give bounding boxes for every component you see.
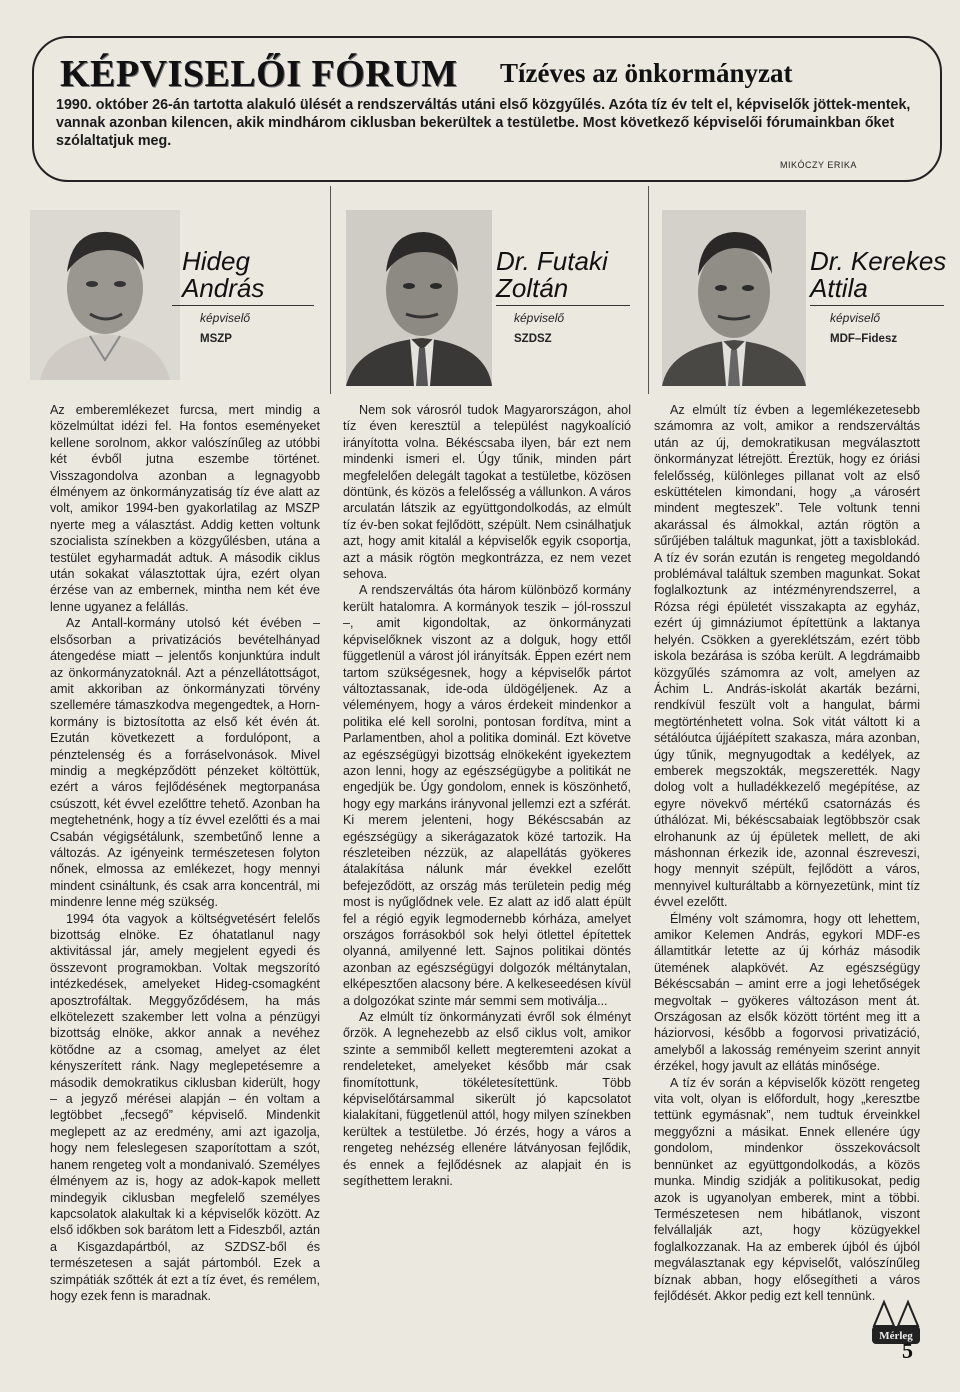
person-party: SZDSZ [514, 333, 552, 345]
person-name: Dr. Futaki Zoltán [496, 246, 608, 303]
paragraph: Az emberemlékezet furcsa, mert mindig a közelmúltat idézi fel. Ha fontos eseményeket kellene sorolnom, akkor valószínűleg az utóbbi két évből jutna eszembe történet. Visszagondolva azonban a legnagyobb élményem az önkormányzatiság tíz éve alatt az volt, amikor 1994-ben gyakorlatilag az MSZP nyerte meg a választást. Addig ketten voltunk szocialista színekben a közgyűlésben, utána a testület egyharmadát adtuk. A második ciklus után sokakat választottak újra, ezért olyan érzése van az embernek, mintha nem két éve lenne ugyanez a felállás. [50, 403, 320, 614]
paragraph: Az elmúlt tíz önkormányzati évről sok élményt őrzök. A legnehezebb az első ciklus volt, amikor szinte a semmiből kellett megteremteni azokat a rendeleteket, amelyeket később már csak finomítottunk, tökéletesítettünk. Több képviselőtársammal sikerült jó kapcsolatot kialakítani, függetlenül attól, hogy milyen színekben kerültek a testületbe. Jó érzés, hogy a város a rengeteg nehézség ellenére látványosan fejlődik, és ennek a fejlődésnek az alapjait én is segíthettem lerakni. [343, 1010, 631, 1189]
author-byline: MIKÓCZY ERIKA [780, 160, 857, 170]
person-role: képviselő [200, 311, 251, 325]
name-rule [810, 305, 944, 306]
paragraph: Az elmúlt tíz évben a legemlékezetesebb számomra az volt, amikor a rendszerváltás után az új, demokratikusan megválasztott önkormányzat létrejött. Éreztük, hogy ez óriási felelősség, különleges pillanat volt az első esküttételen kimondani, hogy „a városért mindent megteszek”. Tele voltunk tenni akarással és álmokkal, aztán rögtön a sűrűjében találtuk magunkat, jött a taxisblokád. A tíz év során ezután is rengeteg megoldandó problémával találtuk szemben magunkat. Sokat foglalkoztunk az intézményrendszerrel, a Rózsa régi épületét visszakapta az egyház, ezért új gimnáziumot építettünk a laktanya helyén. Csökken a gyereklétszám, ezért több iskola bezárása is szóba került. A legdrámaibb közgyűlés számomra az volt, amelyen az Áchim L. András-iskolát akarták bezárni, rendkívül feszült volt a hangulat, bármi megtörténhetett volna. Sok vitát váltott ki a sétálóutca újjáépített szakasza, mára azonban, úgy tűnik, megnyugodtak a kedélyek, az emberek megszokták, megszerették. Nagy dolog volt a hulladékkezelő megépítése, az egyre növekvő mértékű csatornázás és úthálózat. Mi, békéscsabaiak legtöbbször csak elrohanunk az új épületek mellett, de aki máshonnan érkezik ide, azonnal észreveszi, hogy mennyit szépült, fejlődött a város, mennyivel kulturáltabb a környezetünk, mint tíz évvel ezelőtt. [654, 403, 920, 910]
person-party: MDF–Fidesz [830, 333, 898, 345]
column-divider [648, 186, 649, 394]
masthead: KÉPVISELŐI FÓRUM [60, 53, 458, 95]
person-role: képviselő [830, 311, 881, 325]
headline: Tízéves az önkormányzat [500, 58, 793, 88]
paragraph: A tíz év során a képviselők között rengeteg vita volt, olyan is előfordult, hogy „keresztbe tettünk egymásnak”, nem tudtuk érveinkkel meggyőzni a másikat. Ennek ellenére úgy gondolom, mindenkor összekovácsolt bennünket az együttgondolkodás, a közös munka. Mindig szidják a politikusokat, pedig azok is ugyanolyan emberek, mint a többi. Természetesen nem hibátlanok, viszont felvállalják azt, hogy közügyekkel foglalkozzanak. Ha az emberek újból és újból megválasztanak egy képviselőt, valószínűleg bíznak abban, hogy elősegítheti a város fejlődését. Akkor pedig ezt kell tennünk. [654, 1075, 920, 1303]
paragraph: Az Antall-kormány utolsó két évében – elsősorban a privatizációs bevételhányad átengedése miatt – jelentős konjunktúra indult az önkormányzatoknál. Azt a pénzellátottságot, amit akkoriban az önkormányzati törvény szellemére támaszkodva megengedtek, a Horn-kormány is biztosította az első két évén át. Ezután következett a fordulópont, a pénztelenség és a forráselvonások. Mivel mindig a megképződött pénzeket költöttük, ezért a város fejlődésének megtorpanása csúszott, két évvel ezelőttre tehető. Azonban ha megtehetnénk, hogy a tíz évvel ezelőtti és a mai Csabán végigsétálunk, szembetűnő lenne a változás. Az igényeink természetesen folyton nőnek, elmossa az emlékezet, hogy mennyi mindent csináltunk, és csak arra koncentrál, mi mindenre lenne még szükség. [50, 616, 320, 910]
intro-text: 1990. október 26-án tartotta alakuló ülését a rendszerváltás utáni első közgyűlés. Azóta tíz év telt el, képviselők jöttek-mentek, vannak azonban kilencen, akik mindhárom ciklusban bekerültek a testületbe. Most következő képviselői fórumainkban őket szólaltatjuk meg. [56, 97, 911, 149]
page-number: 5 [902, 1338, 913, 1363]
portrait-photo [30, 210, 180, 380]
portrait-photo [662, 210, 806, 386]
paragraph: Élmény volt számomra, hogy ott lehettem, amikor Kelemen András, egykori MDF-es államtitkár letette az új kórház második ütemének alapkövét. Az egészségügy Békéscsabán – amint erre a jogi lehetőségek megvoltak – gyökeres változáson ment át. Országosan az elsők között történt meg itt a háziorvosi, később a fogorvosi privatizáció, amelyből a lakosság reményeim szerint annyit érzékel, hogy javult az ellátás minősége. [654, 911, 920, 1074]
article-column-2 [343, 402, 631, 1190]
article-column-1 [50, 402, 320, 1304]
paragraph: A rendszerváltás óta három különböző kormány került hatalomra. A kormányok teszik – jól-rosszul –, amit kigondoltak, az önkormányzati képviselőknek viszont az a dolguk, hogy ettől függetlenül a várost jól irányítsák. Éppen ezért nem tartom szükségesnek, hogy a képviselők pártot változtassanak, ide-oda üldögéljenek. Az a véleményem, hogy a város érdekeit mindenkor a politika elé kell sorolni, pontosan fordítva, mint a Parlamentben, ahol a politika dominál. Ezt követve az egészségügyi bizottság elnökeként igyekeztem azon lenni, hogy az egészségügybe a politikát ne engedjük be. Úgy gondolom, ennek is köszönhető, hogy egy markáns irányvonal jellemzi ezt a szférát. Ki merem jelenteni, hogy Békéscsabán az egészségügy a sikerágazatok közé tartozik. Ha részleteiben nézzük, az alapellátás gyökeres átalakítása nálunk már évekkel ezelőtt befejeződött, az ország más területein pedig még most is nyűglődnek vele. Ez alatt az idő alatt épült fel a régió egyik legmodernebb kórháza, amelyet országos forrásokból sok helyi ötlettel építettek olyanná, amilyenné lett. Sajnos politikai döntés azonban az egészségügyi dolgozók méltánytalan, elképesztően alacsony bére. A kelkeseedésen kívül a dolgozókat szinte már semmi sem motiválja... [343, 583, 631, 1008]
portrait-photo [346, 210, 492, 386]
name-rule [172, 305, 314, 306]
merleg-logo [870, 1292, 922, 1356]
article-column-3 [654, 402, 920, 1304]
svg-text:Mérleg: Mérleg [879, 1330, 913, 1342]
person-role: képviselő [514, 311, 565, 325]
name-rule [496, 305, 630, 306]
paragraph: 1994 óta vagyok a költségvetésért felelős bizottság elnöke. Ez óhatatlanul nagy aktivitással jár, amely megjelent egyedi és összevont programokban. Voltak megszorító intézkedések, amelyeket Hideg-csomagként aposztrofáltak. Meggyőződésem, ha más elkötelezett szakember lett volna a pénzügyi bizottság elnöke, akkor annak a nevéhez kötődne az a csomag, amelyet az élet kényszerített ránk. Nagy meglepetésemre a második demokratikus ciklusban kiderült, hogy – a jegyző mérései alapján – én voltam a legtöbbet „fecsegő” képviselő. Mindenkit meglepett az az eredmény, ami azt igazolja, hogy nem feleslegesen szaporítottam a szót, hanem rengeteg volt a mondanivaló. Személyes élményem az is, hogy az adok-kapok mellett mindegyik ciklusban megfelelő személyes kapcsolatok alakultak ki a képviselők között. Az első időkben sok barátom lett a Fideszből, aztán a Kisgazdapártból, az SZDSZ-ből és természetesen a saját pártomból. Ezek a szimpátiák szőtték át ezt a tíz évet, és remélem, hogy ezek fenn is maradnak. [50, 911, 320, 1303]
paragraph: Nem sok városról tudok Magyarországon, ahol tíz éven keresztül a települést nagykoalíció irányította volna. Békéscsaba ilyen, bár ezt nem mindenki ismeri el. Úgy tűnik, minden párt megfelelően delegált tagokat a testületbe, közösen döntünk, és közös a felelősség a vállunkon. A város arculatán látszik az együttgondolkodás, az elmúlt tíz év-ben sokat fejlődött, szépült. Nem csinálhatjuk azt, hogy amit kitalál a képviselők egyik csoportja, azt a másik rögtön megkontrázza, ez nem vezet sehova. [343, 403, 631, 582]
person-party: MSZP [200, 333, 232, 345]
column-divider [330, 186, 331, 394]
person-name: Hideg András [182, 246, 265, 303]
person-name: Dr. Kerekes Attila [810, 246, 947, 303]
